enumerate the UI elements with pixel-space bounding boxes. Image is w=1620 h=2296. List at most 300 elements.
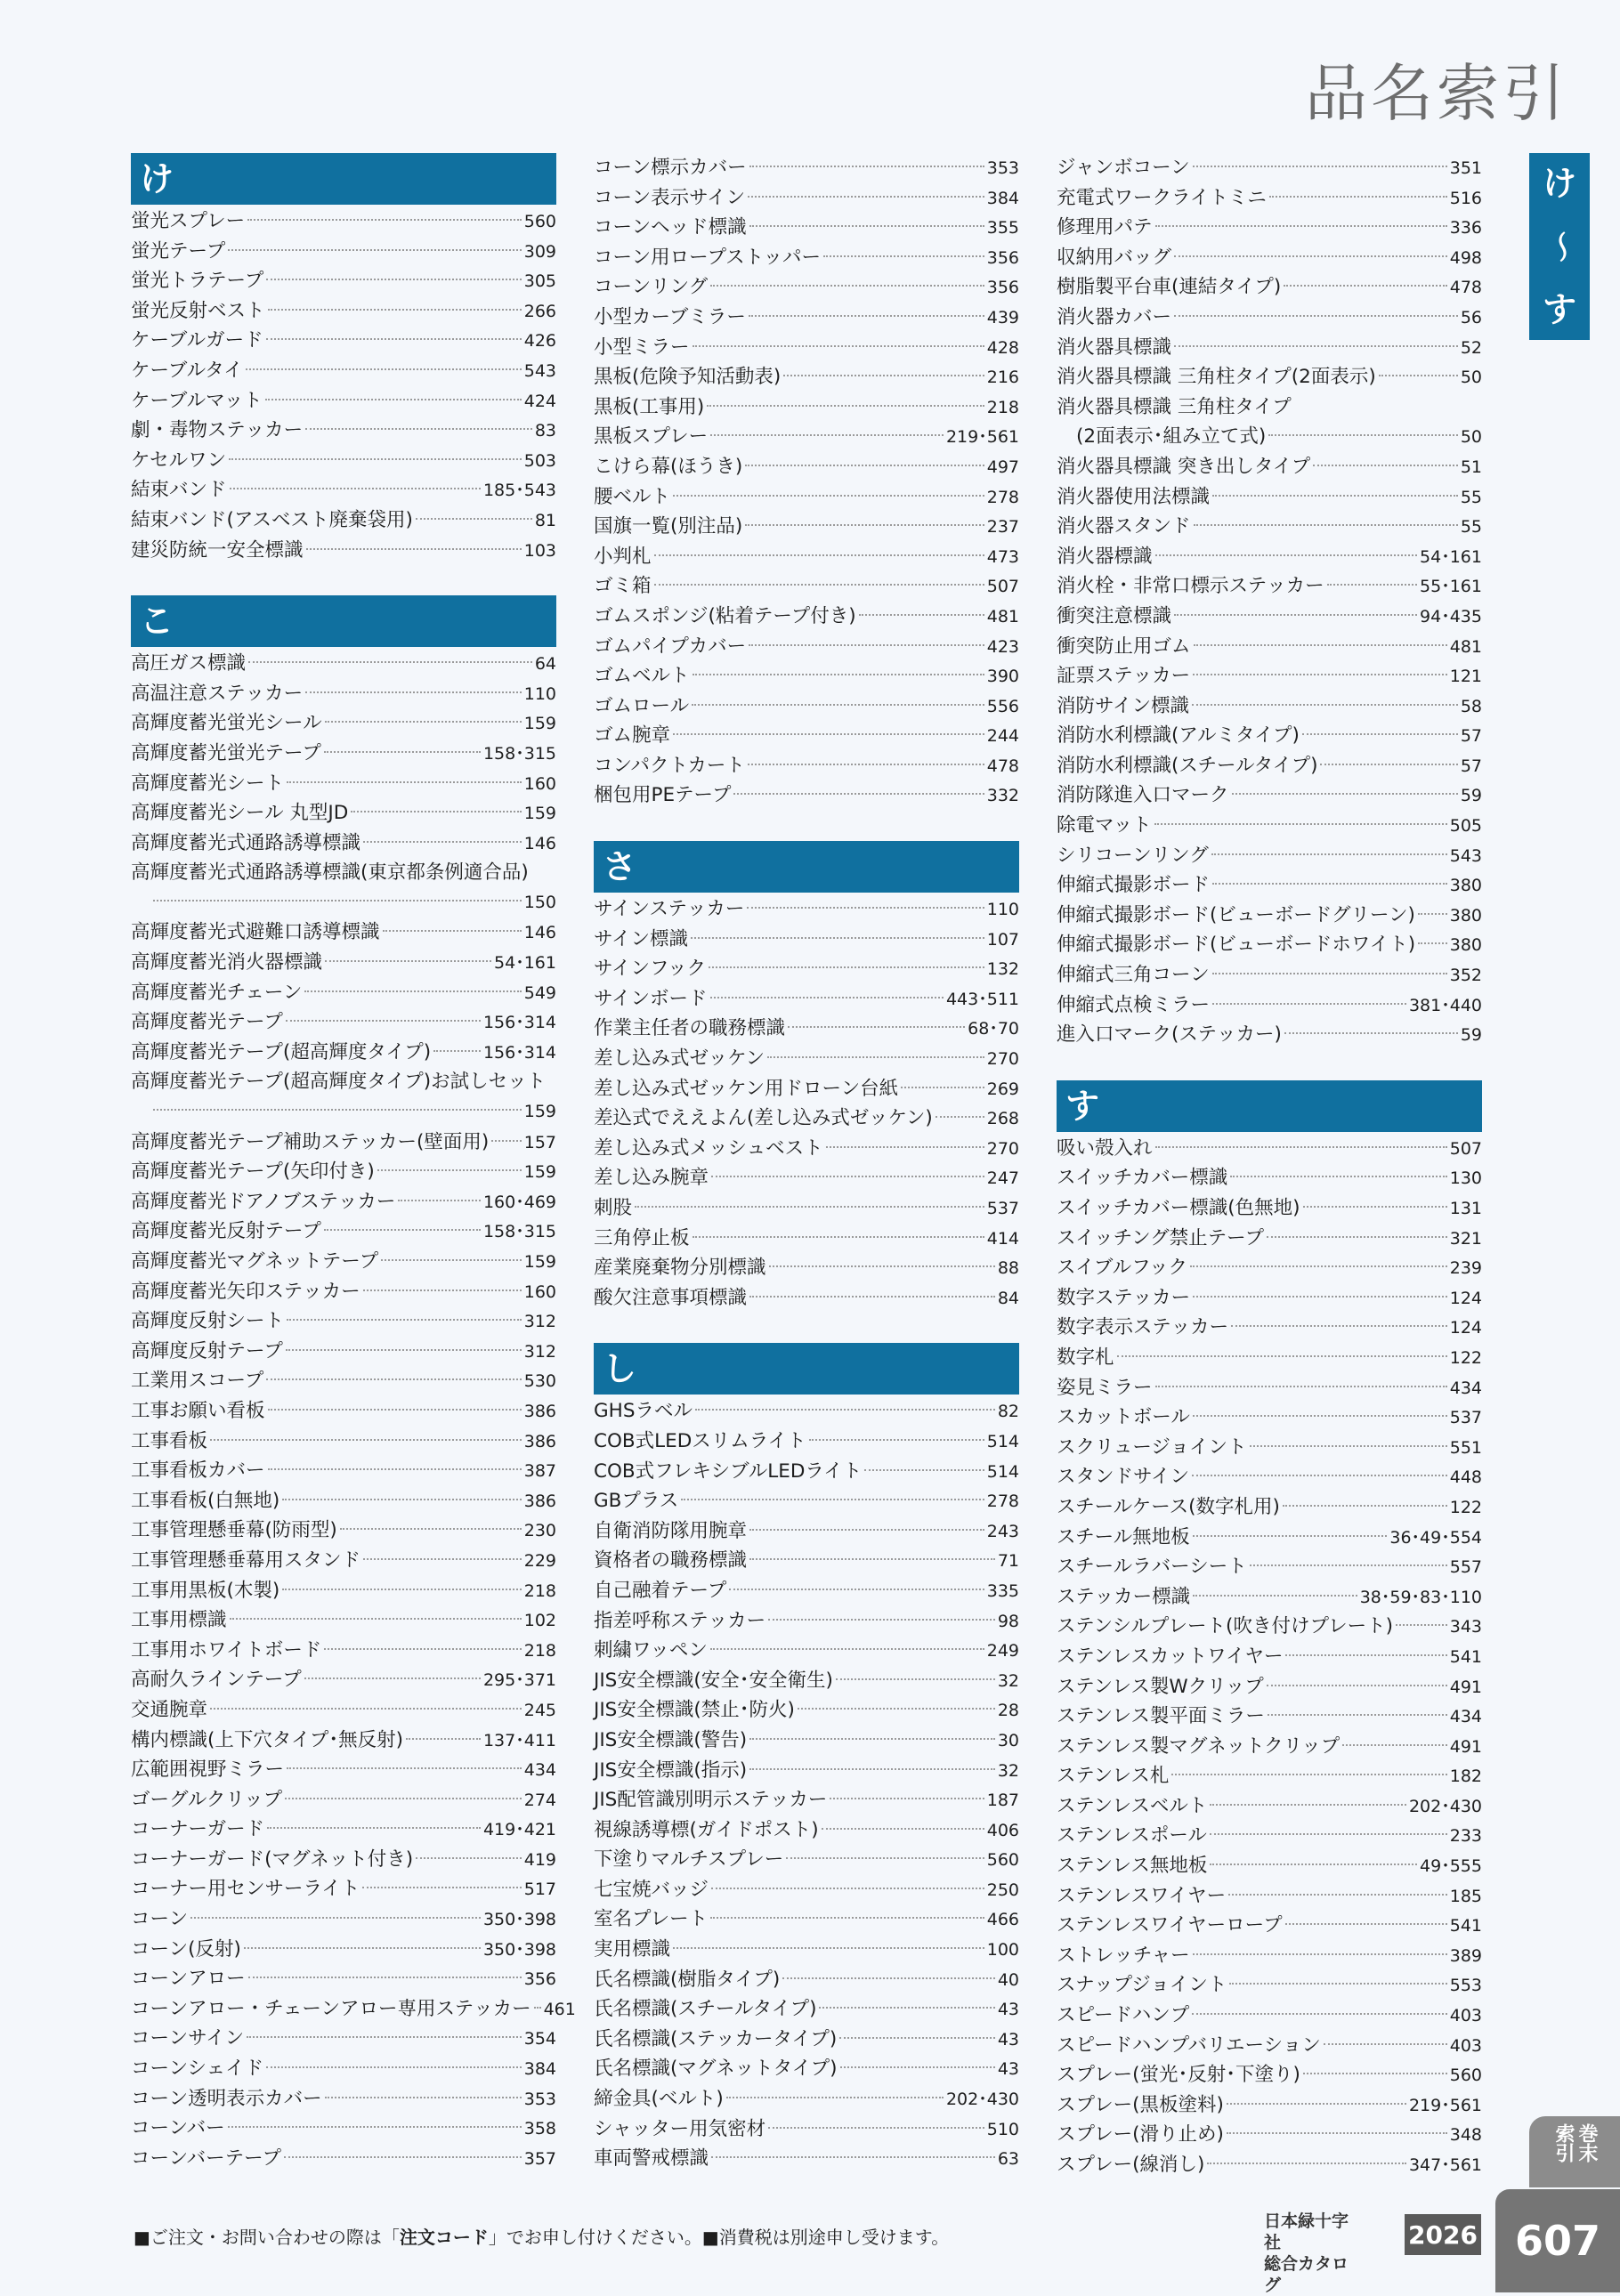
entry-name: 氏名標識(スチールタイプ) [594, 1998, 817, 2021]
index-entry[interactable] [1057, 213, 1482, 243]
index-entry[interactable] [131, 1874, 556, 1904]
index-entry[interactable] [131, 2144, 556, 2174]
index-entry[interactable] [131, 649, 556, 679]
index-entry[interactable] [1057, 1253, 1482, 1283]
entry-name: ケセルワン [131, 449, 227, 472]
entry-name: 高輝度蓄光テープ(矢印付き) [131, 1160, 375, 1184]
index-entry[interactable] [1057, 392, 1482, 452]
index-entry[interactable] [1057, 1672, 1482, 1702]
index-entry[interactable] [594, 721, 1019, 751]
index-entry[interactable] [131, 769, 556, 799]
index-entry[interactable] [131, 978, 556, 1008]
index-entry[interactable] [1057, 362, 1482, 392]
index-entry[interactable] [1057, 1462, 1482, 1492]
index-entry[interactable] [594, 213, 1019, 243]
kana-range-tab[interactable] [1529, 153, 1590, 340]
entry-page: 497 [986, 457, 1019, 477]
entry-page: 59 [1460, 1025, 1482, 1046]
entry-name: 劇・毒物ステッカー [131, 419, 304, 442]
index-entry[interactable] [1057, 153, 1482, 183]
index-entry[interactable] [131, 798, 556, 829]
entry-name: 消火器具標識 三角柱タイプ [1057, 395, 1292, 418]
index-entry[interactable] [1057, 1283, 1482, 1314]
entry-page: 244 [986, 726, 1019, 747]
entry-name: 工事看板(白無地) [131, 1489, 280, 1512]
index-entry[interactable] [1057, 691, 1482, 722]
index-entry[interactable] [131, 1964, 556, 1994]
entry-page: 57 [1460, 726, 1482, 747]
index-entry[interactable] [131, 1217, 556, 1247]
index-entry[interactable] [131, 1904, 556, 1935]
index-entry[interactable] [594, 392, 1019, 423]
index-entry[interactable] [131, 1636, 556, 1666]
index-entry[interactable] [1057, 1612, 1482, 1642]
leader-dots [1227, 2132, 1447, 2134]
appendix-index-tab[interactable] [1529, 2116, 1620, 2187]
index-entry[interactable] [131, 1277, 556, 1307]
index-entry[interactable] [594, 632, 1019, 662]
index-entry[interactable] [594, 1785, 1019, 1815]
leader-dots [749, 1558, 995, 1560]
entry-page: 159 [523, 1252, 556, 1272]
entry-page: 414 [986, 1228, 1019, 1249]
entry-page: 137･411 [482, 1730, 556, 1750]
entry-page: 52 [1460, 337, 1482, 358]
entry-page: 403 [1449, 2035, 1482, 2056]
index-entry[interactable] [131, 739, 556, 769]
index-entry[interactable] [131, 1845, 556, 1875]
index-entry[interactable] [131, 266, 556, 296]
index-entry[interactable] [131, 1128, 556, 1158]
index-entry[interactable] [594, 954, 1019, 984]
index-entry[interactable] [1057, 2031, 1482, 2061]
leader-dots [1283, 1505, 1447, 1507]
index-entry[interactable] [594, 984, 1019, 1015]
index-entry[interactable] [1057, 661, 1482, 691]
index-entry[interactable] [1057, 1702, 1482, 1732]
leader-dots [534, 2007, 541, 2009]
index-entry[interactable] [594, 780, 1019, 811]
index-entry[interactable] [131, 1994, 576, 2025]
index-entry[interactable] [594, 482, 1019, 513]
leader-dots [673, 495, 984, 497]
index-entry[interactable] [594, 1396, 1019, 1427]
index-entry[interactable] [1057, 1911, 1482, 1941]
index-entry[interactable] [131, 1038, 556, 1068]
entry-page: 560 [1449, 2066, 1482, 2086]
entry-name: 高圧ガス標識 [131, 652, 247, 675]
index-entry[interactable] [1057, 1582, 1482, 1613]
index-entry[interactable] [131, 2114, 556, 2144]
entry-name: 指差呼称ステッカー [594, 1609, 766, 1632]
leader-dots [1155, 1386, 1447, 1387]
entry-page: 505 [1449, 816, 1482, 837]
index-entry[interactable] [594, 1427, 1019, 1457]
entry-page: 530 [523, 1371, 556, 1392]
entry-name: 腰ベルト [594, 485, 671, 508]
entry-page: 38･59･83･110 [1359, 1587, 1482, 1607]
index-entry[interactable] [594, 243, 1019, 273]
index-entry[interactable] [1057, 1313, 1482, 1343]
entry-page: 158･315 [482, 1222, 556, 1242]
index-entry[interactable] [131, 2024, 556, 2054]
index-entry[interactable] [1057, 1020, 1482, 1050]
entry-name: コーン標示カバー [594, 157, 747, 179]
entry-page: 185･543 [482, 481, 556, 501]
index-entry[interactable] [594, 1486, 1019, 1516]
leader-dots [711, 2156, 995, 2158]
leader-dots [1193, 674, 1447, 675]
entry-name: 工事用標識 [131, 1609, 227, 1632]
entry-name: 消防水利標識(スチールタイプ) [1057, 754, 1318, 777]
entry-page: 187 [986, 1791, 1019, 1811]
entry-name: 差し込み式ゼッケン [594, 1047, 765, 1071]
index-entry[interactable] [1057, 1492, 1482, 1523]
index-entry[interactable] [131, 1337, 556, 1367]
index-entry[interactable] [594, 1606, 1019, 1637]
entry-page: 353 [523, 2089, 556, 2109]
index-entry[interactable] [1057, 303, 1482, 333]
entry-name: 梱包用PEテープ [594, 784, 732, 807]
entry-name: 数字ステッカー [1057, 1286, 1191, 1309]
entry-page: 156･314 [482, 1013, 556, 1033]
entry-page: 239 [1449, 1258, 1482, 1279]
entry-name: 消防隊進入口マーク [1057, 784, 1229, 807]
index-entry[interactable] [131, 446, 556, 476]
index-entry[interactable] [594, 1253, 1019, 1283]
leader-dots [768, 2127, 984, 2129]
entry-name: 伸縮式撮影ボード(ビューボードグリーン) [1057, 903, 1415, 926]
entry-name: GBプラス [594, 1490, 679, 1513]
index-entry[interactable] [1057, 841, 1482, 871]
section-header: す [1057, 1080, 1482, 1132]
index-entry[interactable] [594, 1756, 1019, 1786]
index-entry[interactable] [131, 1755, 556, 1785]
entry-page: 478 [1449, 278, 1482, 298]
index-entry[interactable] [1057, 751, 1482, 781]
entry-name: 工事管理懸垂幕(防雨型) [131, 1519, 337, 1542]
entry-page: 43 [997, 2000, 1019, 2020]
index-entry[interactable] [131, 1456, 556, 1486]
entry-name: コーンアロー・チェーンアロー専用ステッカー [131, 1997, 531, 2020]
index-entry[interactable] [594, 1074, 1019, 1104]
index-entry[interactable] [131, 1546, 556, 1576]
index-entry[interactable] [1057, 2150, 1482, 2180]
entry-name: スナップジョイント [1057, 1974, 1227, 1997]
index-entry[interactable] [1057, 1224, 1482, 1254]
entry-name: ステンレスポール [1057, 1824, 1207, 1847]
index-entry[interactable] [594, 153, 1019, 183]
index-entry[interactable] [594, 183, 1019, 214]
index-entry[interactable] [131, 505, 556, 536]
leader-dots [749, 225, 984, 227]
index-entry[interactable] [1057, 930, 1482, 960]
index-entry[interactable] [1057, 512, 1482, 542]
index-entry[interactable] [1057, 452, 1482, 482]
index-entry[interactable] [594, 2114, 1019, 2145]
index-entry[interactable] [131, 1695, 556, 1726]
index-entry[interactable] [131, 1726, 556, 1756]
index-entry[interactable] [1057, 183, 1482, 214]
entry-name: 蛍光反射ベスト [131, 299, 265, 322]
index-entry[interactable] [131, 237, 556, 267]
index-entry[interactable] [1057, 2060, 1482, 2090]
index-entry[interactable] [131, 918, 556, 948]
index-entry[interactable] [1057, 1433, 1482, 1463]
index-entry[interactable] [131, 416, 556, 446]
index-entry[interactable] [131, 536, 556, 566]
index-entry[interactable] [594, 1576, 1019, 1606]
index-entry[interactable] [131, 326, 556, 356]
index-entry[interactable] [1057, 780, 1482, 811]
section-gap [594, 811, 1019, 841]
index-entry[interactable] [131, 1605, 556, 1636]
index-entry[interactable] [594, 422, 1019, 452]
leader-dots [864, 1469, 984, 1471]
index-entry[interactable] [1057, 1821, 1482, 1851]
index-entry[interactable] [131, 708, 556, 739]
entry-name: 伸縮式撮影ボード(ビューボードホワイト) [1057, 934, 1416, 957]
index-entry[interactable] [1057, 272, 1482, 303]
index-entry[interactable] [594, 691, 1019, 722]
index-entry[interactable] [594, 1546, 1019, 1576]
entry-name: 締金具(ベルト) [594, 2088, 724, 2111]
index-entry[interactable] [131, 2054, 556, 2084]
index-entry[interactable] [594, 1283, 1019, 1314]
index-entry[interactable] [1057, 901, 1482, 931]
index-entry[interactable] [1057, 243, 1482, 273]
leader-dots [726, 2097, 944, 2098]
index-entry[interactable] [594, 925, 1019, 955]
entry-name: 工事看板 [131, 1429, 208, 1452]
entry-page: 278 [986, 487, 1019, 507]
index-entry[interactable] [594, 1636, 1019, 1666]
index-entry[interactable] [131, 356, 556, 386]
index-entry[interactable] [594, 1457, 1019, 1487]
index-entry[interactable] [1057, 1373, 1482, 1403]
index-entry[interactable] [594, 1134, 1019, 1164]
index-entry[interactable] [594, 894, 1019, 925]
entry-name: 車両警戒標識 [594, 2147, 709, 2171]
leader-dots [1227, 2103, 1406, 2105]
entry-page: 423 [986, 636, 1019, 657]
entry-page: 230 [523, 1521, 556, 1541]
index-entry[interactable] [1057, 632, 1482, 662]
index-entry[interactable] [131, 1815, 556, 1845]
index-entry[interactable] [594, 1014, 1019, 1044]
index-entry[interactable] [131, 1427, 556, 1457]
index-entry[interactable] [131, 1247, 556, 1277]
index-entry[interactable] [131, 1157, 556, 1187]
entry-name: JIS安全標識(警告) [594, 1728, 748, 1751]
index-entry[interactable] [1057, 1791, 1482, 1822]
entry-page: 82 [997, 1402, 1019, 1422]
index-entry[interactable] [1057, 721, 1482, 751]
index-entry[interactable] [1057, 1403, 1482, 1433]
index-entry[interactable] [1057, 2120, 1482, 2150]
leader-dots [268, 1468, 522, 1470]
index-entry[interactable] [594, 1163, 1019, 1193]
index-entry[interactable] [131, 1306, 556, 1337]
leader-dots [1342, 1744, 1446, 1746]
index-entry[interactable] [1057, 1134, 1482, 1164]
leader-dots [654, 554, 984, 556]
index-entry[interactable] [594, 2054, 1019, 2084]
index-entry[interactable] [1057, 1343, 1482, 1373]
index-entry[interactable] [594, 2084, 1019, 2114]
index-entry[interactable] [1057, 1881, 1482, 1912]
index-entry[interactable] [594, 661, 1019, 691]
index-entry[interactable] [1057, 2001, 1482, 2031]
leader-dots [305, 428, 532, 430]
index-entry[interactable] [1057, 990, 1482, 1021]
index-entry[interactable] [594, 362, 1019, 392]
entry-page: 448 [1449, 1467, 1482, 1488]
index-entry[interactable] [594, 1516, 1019, 1547]
index-entry[interactable] [1057, 2090, 1482, 2121]
index-entry[interactable] [1057, 482, 1482, 513]
index-entry[interactable] [131, 1366, 556, 1396]
entry-page: 541 [1449, 1646, 1482, 1667]
index-entry[interactable] [1057, 1732, 1482, 1762]
index-entry[interactable] [594, 1815, 1019, 1846]
entry-name: コーン [131, 1908, 189, 1931]
entry-page: 160･469 [482, 1192, 556, 1212]
index-entry[interactable] [1057, 1761, 1482, 1791]
leader-dots [1193, 1415, 1447, 1417]
index-entry[interactable] [131, 2084, 556, 2114]
index-entry[interactable] [594, 333, 1019, 363]
index-entry[interactable] [594, 1994, 1019, 2025]
entry-page: 122 [1449, 1497, 1482, 1517]
index-entry[interactable] [131, 858, 556, 918]
entry-page: 59 [1460, 786, 1482, 806]
leader-dots [284, 2156, 522, 2158]
entry-page: 434 [1449, 1378, 1482, 1398]
index-entry[interactable] [1057, 571, 1482, 602]
index-entry[interactable] [594, 1695, 1019, 1726]
index-entry[interactable] [594, 602, 1019, 632]
index-entry[interactable] [594, 1193, 1019, 1224]
leader-dots [1171, 1774, 1446, 1775]
entry-name: 交通腕章 [131, 1698, 208, 1721]
index-entry[interactable] [594, 1044, 1019, 1074]
index-entry[interactable] [594, 2144, 1019, 2174]
entry-name: シャッター用気密材 [594, 2117, 766, 2140]
index-entry[interactable] [594, 512, 1019, 542]
entry-page: 202･430 [1408, 1796, 1482, 1816]
index-entry[interactable] [1057, 1970, 1482, 2001]
index-entry[interactable] [131, 1576, 556, 1606]
entry-name: コーン透明表示カバー [131, 2087, 322, 2110]
index-entry[interactable] [131, 948, 556, 978]
index-entry[interactable] [594, 1104, 1019, 1134]
index-entry[interactable] [594, 751, 1019, 781]
index-entry[interactable] [594, 1965, 1019, 1995]
index-entry[interactable] [1057, 1941, 1482, 1971]
leader-dots [769, 1265, 995, 1267]
index-entry[interactable] [1057, 1523, 1482, 1553]
index-entry[interactable] [594, 1666, 1019, 1696]
index-entry[interactable] [1057, 1851, 1482, 1881]
leader-dots [782, 1977, 995, 1979]
index-entry[interactable] [594, 303, 1019, 333]
entry-page: 390 [986, 667, 1019, 687]
index-entry[interactable] [1057, 1642, 1482, 1672]
index-entry[interactable] [131, 1486, 556, 1516]
entry-page: 233 [1449, 1826, 1482, 1847]
index-entry[interactable] [131, 296, 556, 327]
index-entry[interactable] [131, 1187, 556, 1217]
entry-page: 387 [523, 1461, 556, 1482]
leader-dots [1268, 434, 1458, 436]
entry-name: ステンレス製マグネットクリップ [1057, 1734, 1341, 1758]
index-entry[interactable] [594, 452, 1019, 482]
index-entry[interactable] [594, 1904, 1019, 1935]
index-entry[interactable] [131, 1067, 556, 1127]
leader-dots [1250, 1445, 1447, 1447]
entry-name: 吸い殻入れ [1057, 1136, 1153, 1160]
entry-name: 差込式でええよん(差し込み式ゼッケン) [594, 1107, 933, 1130]
index-entry[interactable] [594, 272, 1019, 303]
leader-dots [282, 1499, 521, 1500]
index-entry[interactable] [594, 1845, 1019, 1875]
index-entry[interactable] [131, 1007, 556, 1038]
index-entry[interactable] [131, 206, 556, 237]
index-entry[interactable] [1057, 1193, 1482, 1224]
entry-page: 543 [1449, 845, 1482, 866]
index-entry[interactable] [131, 829, 556, 859]
index-entry[interactable] [131, 475, 556, 505]
leader-dots [936, 1116, 984, 1118]
index-entry[interactable] [131, 1516, 556, 1546]
entry-page: 54･161 [494, 953, 556, 974]
index-entry[interactable] [1057, 811, 1482, 841]
entry-name: スイッチカバー標識 [1057, 1167, 1228, 1190]
entry-page: 434 [1449, 1707, 1482, 1727]
entry-name: スチールラバーシート [1057, 1556, 1247, 1579]
index-entry[interactable] [1057, 870, 1482, 901]
index-entry[interactable] [1057, 1552, 1482, 1582]
leader-dots [491, 1140, 521, 1142]
index-entry[interactable] [131, 1396, 556, 1427]
index-entry[interactable] [1057, 333, 1482, 363]
index-entry[interactable] [131, 1665, 556, 1695]
index-entry[interactable] [131, 1785, 556, 1815]
index-entry[interactable] [1057, 542, 1482, 572]
index-entry[interactable] [1057, 1163, 1482, 1193]
index-entry[interactable] [1057, 602, 1482, 632]
entry-page: 353 [986, 158, 1019, 178]
entry-name: 充電式ワークライトミニ [1057, 186, 1267, 209]
index-entry[interactable] [594, 1726, 1019, 1756]
index-entry[interactable] [131, 1935, 556, 1965]
index-entry[interactable] [594, 2025, 1019, 2055]
index-entry[interactable] [594, 1224, 1019, 1254]
leader-dots [363, 1558, 522, 1560]
index-entry[interactable] [594, 1875, 1019, 1905]
leader-dots [304, 1678, 481, 1679]
entry-name: 高輝度蓄光チェーン [131, 981, 303, 1004]
index-entry[interactable] [131, 386, 556, 416]
index-entry[interactable] [594, 1935, 1019, 1965]
leader-dots [286, 1020, 481, 1022]
index-entry[interactable] [594, 571, 1019, 602]
index-entry[interactable] [1057, 960, 1482, 990]
entry-name: 高輝度蓄光テープ(超高輝度タイプ) [131, 1040, 432, 1063]
index-entry[interactable] [131, 679, 556, 709]
index-entry[interactable] [594, 542, 1019, 572]
